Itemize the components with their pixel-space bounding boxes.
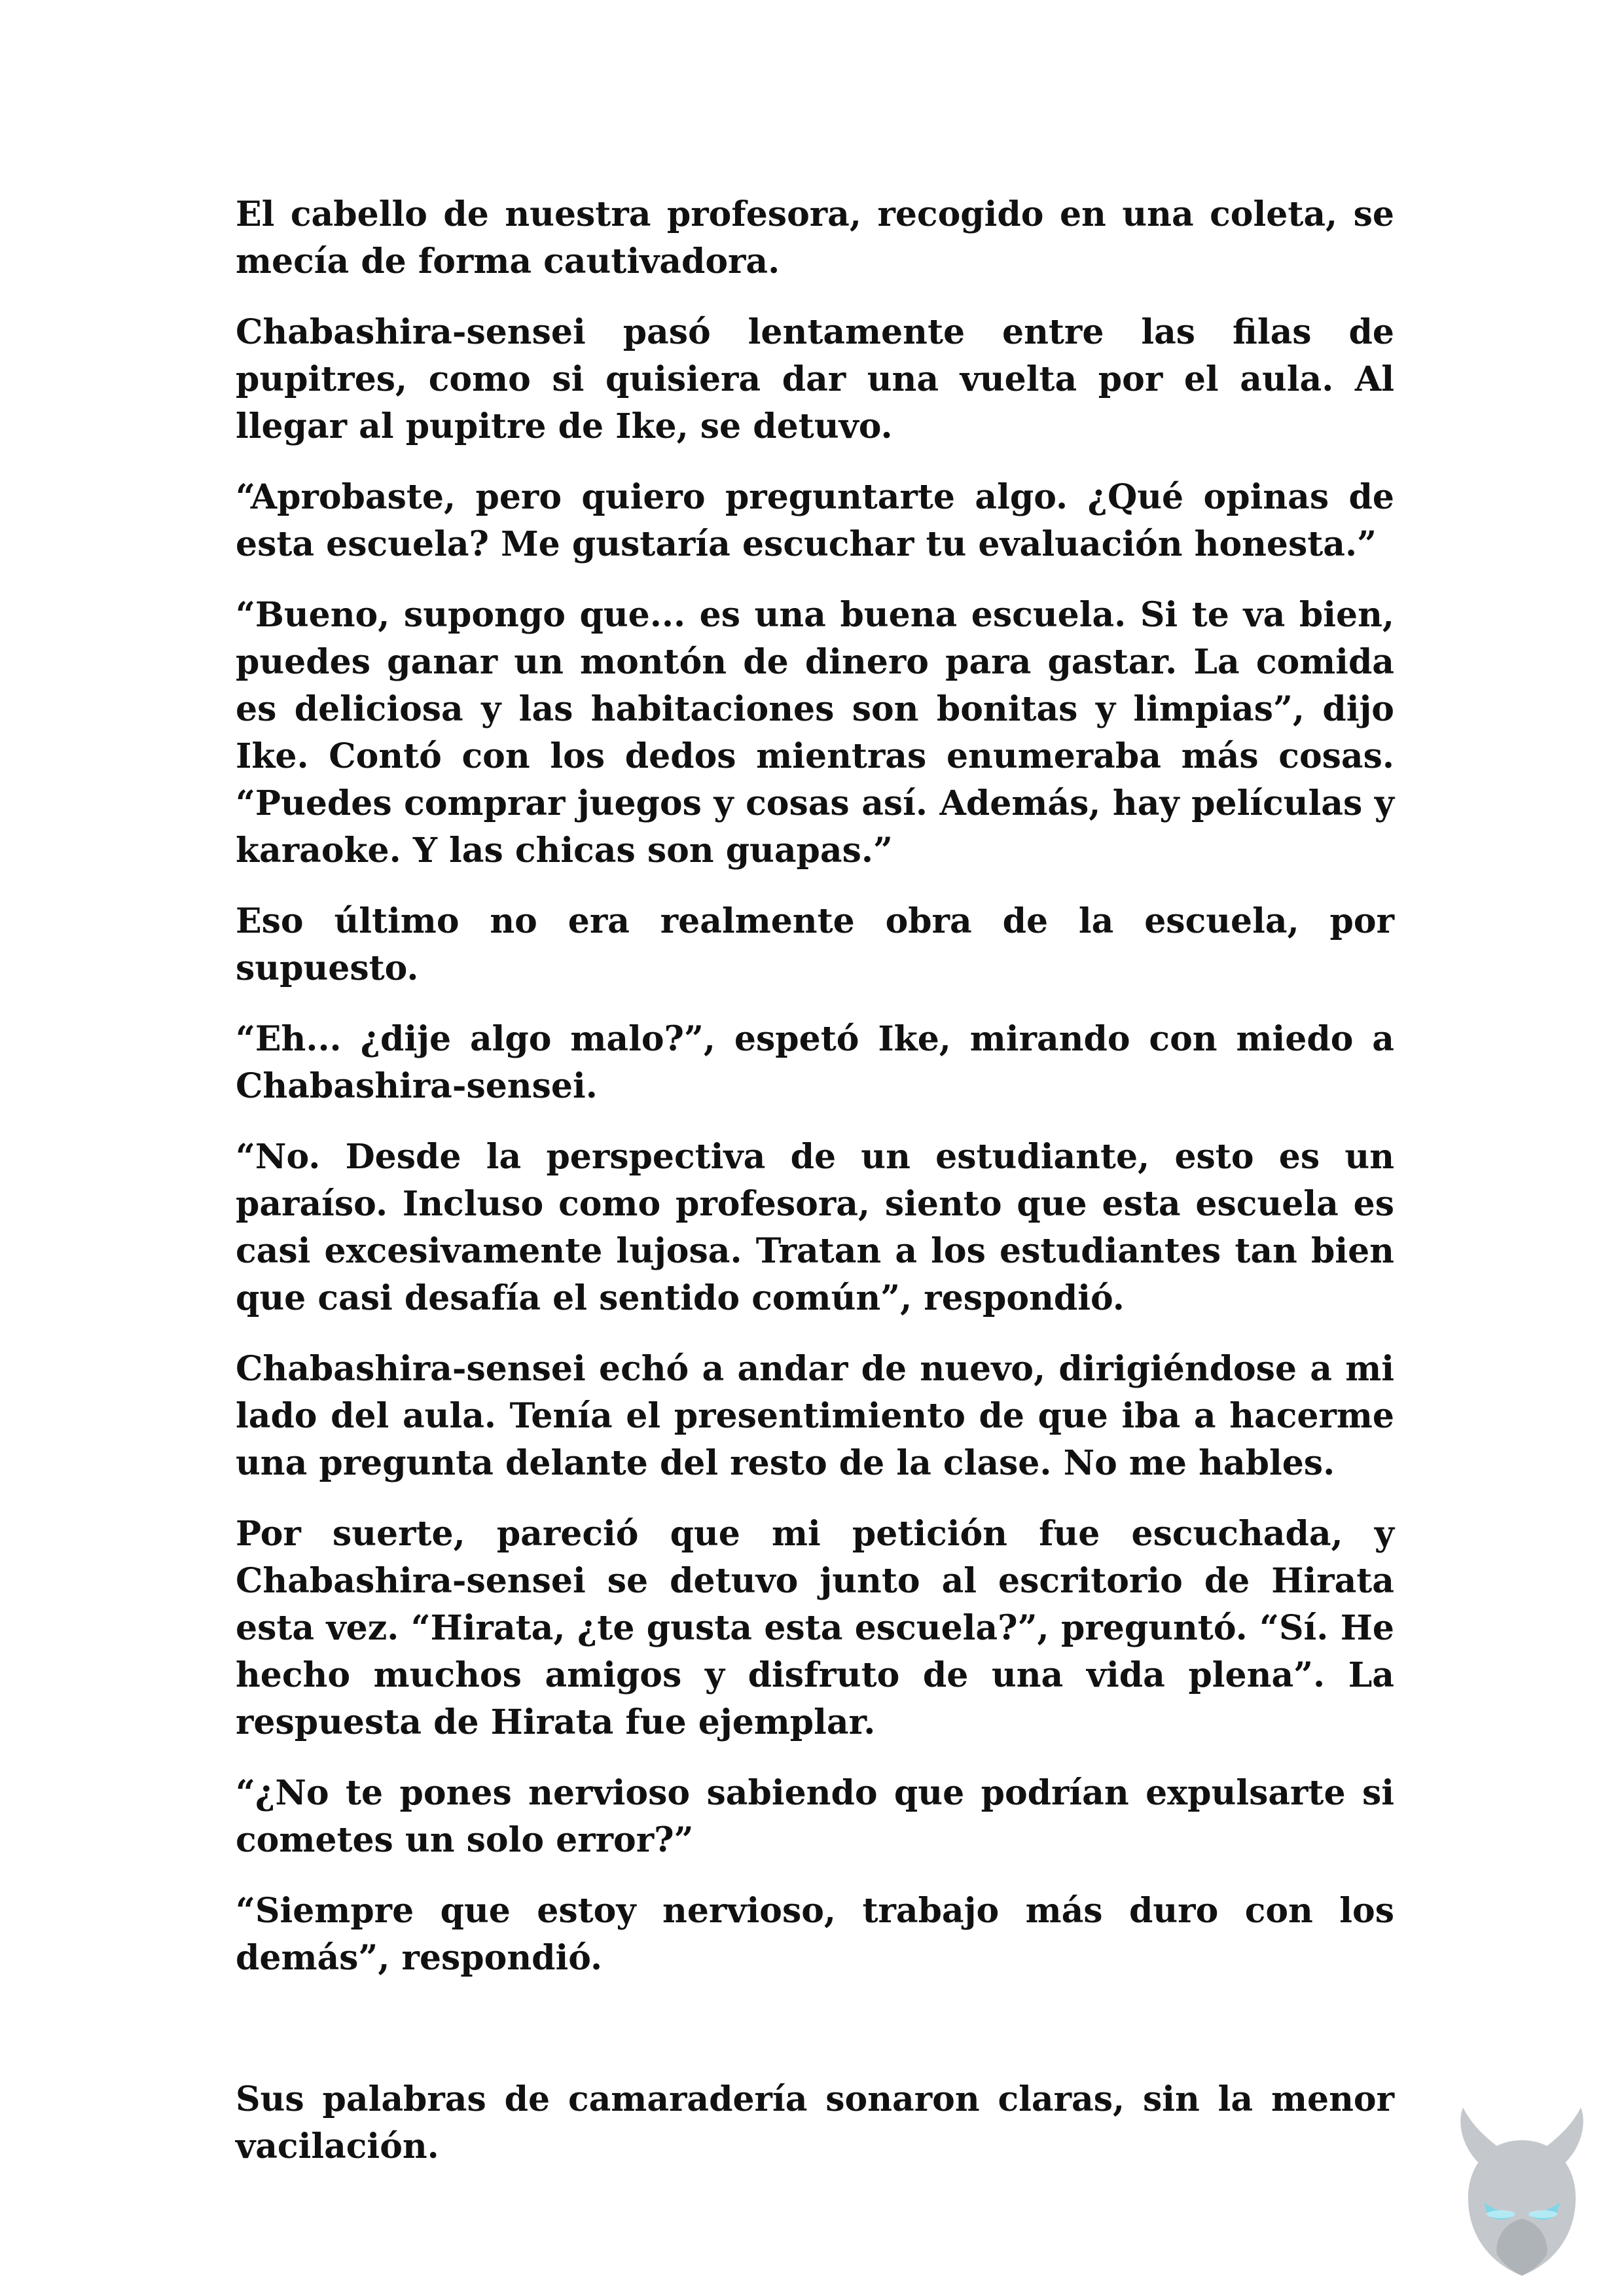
paragraph: “¿No te pones nervioso sabiendo que podrían expulsarte si cometes un solo error?” bbox=[236, 1773, 1394, 1860]
demon-head-icon bbox=[1437, 2104, 1607, 2281]
right-eye-glow bbox=[1528, 2210, 1557, 2218]
paragraph: “Siempre que estoy nervioso, trabajo más duro con los demás”, respondió. bbox=[236, 1891, 1394, 1978]
paragraph: “Bueno, supongo que... es una buena escuela. Si te va bien, puedes ganar un montón de dinero para gastar. La comida es deliciosa y las habitaciones son bonitas y limpias”, dijo Ike. Contó con los dedos mientras enumeraba más cosas. “Puedes comprar juegos y cosas así. Además, hay películas y karaoke. Y las chicas son guapas.” bbox=[236, 595, 1394, 870]
paragraph: Sus palabras de camaradería sonaron claras, sin la menor vacilación. bbox=[236, 2079, 1394, 2166]
paragraph: Chabashira-sensei echó a andar de nuevo, dirigiéndose a mi lado del aula. Tenía el presentimiento de que iba a hacerme una pregunta delante del resto de la clase. No me hables. bbox=[236, 1349, 1394, 1483]
paragraph: “No. Desde la perspectiva de un estudiante, esto es un paraíso. Incluso como profesora, siento que esta escuela es casi excesivamente lujosa. Tratan a los estudiantes tan bien que casi desafía el sentido común”, respondió. bbox=[236, 1137, 1394, 1318]
paragraph: Chabashira-sensei pasó lentamente entre las filas de pupitres, como si quisiera dar una vuelta por el aula. Al llegar al pupitre de Ike, se detuvo. bbox=[236, 312, 1394, 446]
left-eye-glow bbox=[1487, 2210, 1515, 2218]
paragraph: “Eh... ¿dije algo malo?”, espetó Ike, mirando con miedo a Chabashira-sensei. bbox=[236, 1019, 1394, 1106]
paragraph: “Aprobaste, pero quiero preguntarte algo. ¿Qué opinas de esta escuela? Me gustaría escuchar tu evaluación honesta.” bbox=[236, 477, 1394, 564]
paragraph: El cabello de nuestra profesora, recogido en una coleta, se mecía de forma cautivadora. bbox=[236, 194, 1394, 281]
paragraph: Por suerte, pareció que mi petición fue escuchada, y Chabashira-sensei se detuvo junto al escritorio de Hirata esta vez. “Hirata, ¿te gusta esta escuela?”, preguntó. “Sí. He hecho muchos amigos y disfruto de una vida plena”. La respuesta de Hirata fue ejemplar. bbox=[236, 1514, 1394, 1742]
section-gap bbox=[236, 2005, 1394, 2076]
document-page bbox=[236, 191, 1394, 2194]
paragraph: Eso último no era realmente obra de la escuela, por supuesto. bbox=[236, 901, 1394, 988]
